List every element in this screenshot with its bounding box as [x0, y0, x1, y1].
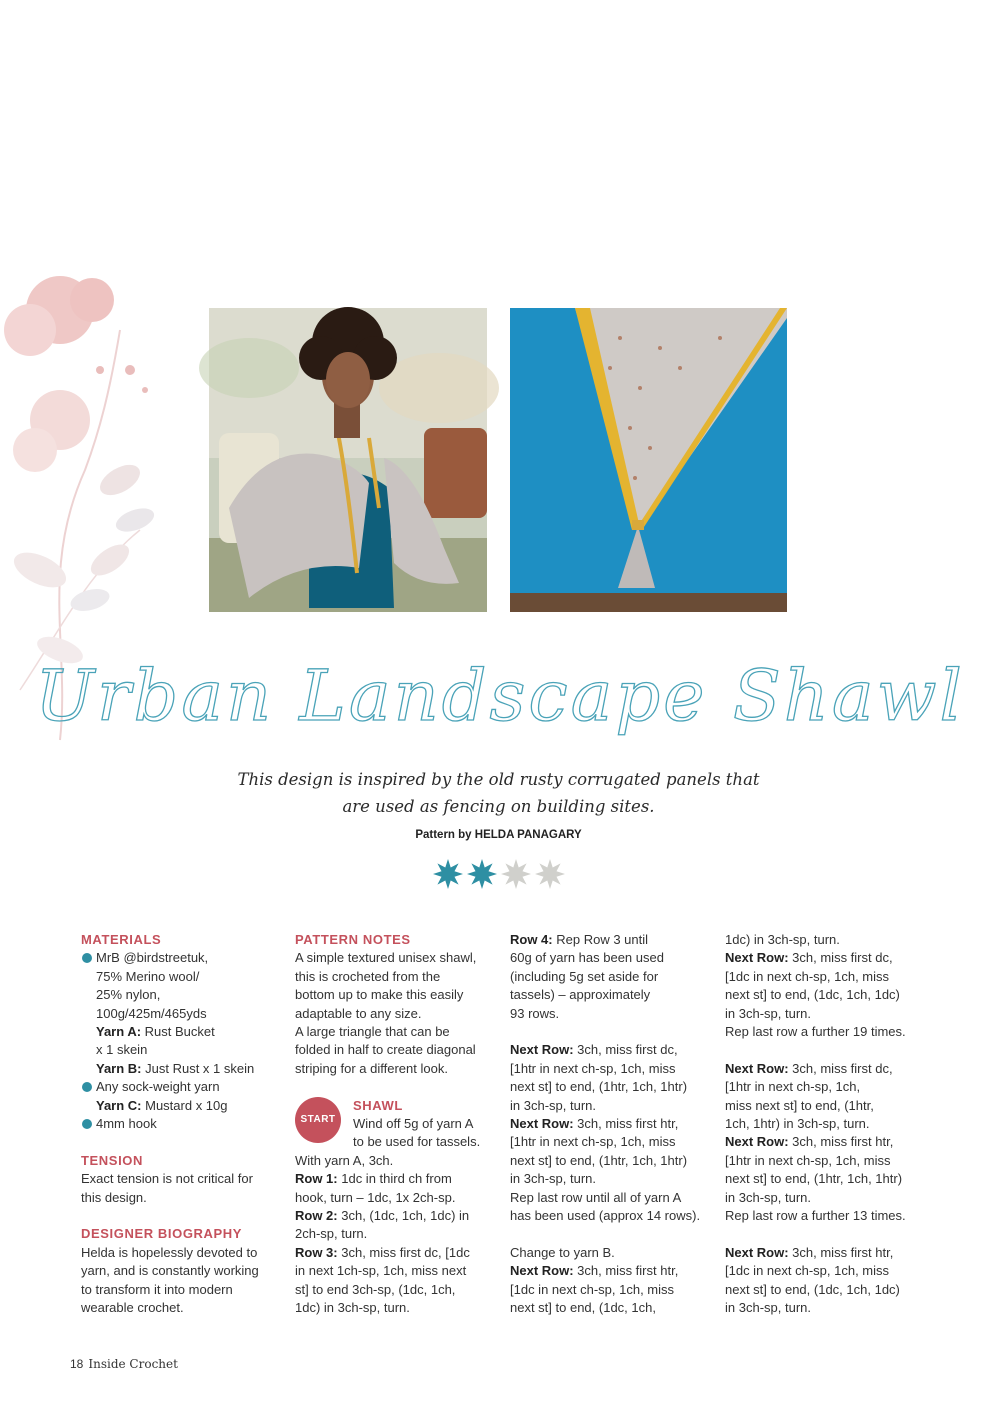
notes-line: striping for a different look. [295, 1060, 448, 1076]
row-line: tassels) – approximately [510, 987, 651, 1003]
row-line: 60g of yarn has been used [510, 950, 664, 966]
materials-item: Any sock-weight yarn [81, 1078, 281, 1096]
tension-line: Exact tension is not critical for [81, 1171, 253, 1187]
photo-model-wearing-shawl [209, 308, 487, 612]
magazine-name: Inside Crochet [88, 1357, 178, 1371]
bio-line: Helda is hopelessly devoted to [81, 1244, 258, 1260]
page-footer [70, 1357, 178, 1371]
shawl-section [295, 1097, 495, 1152]
notes-line: bottom up to make this easily [295, 987, 464, 1003]
shawl-heading: SHAWL [353, 1097, 403, 1113]
intro-line: This design is inspired by the old rusty corrugated panels that [237, 770, 760, 789]
row-line: next st] to end, (1htr, 1ch, 1htr) [725, 1171, 903, 1187]
next-row: Next Row: 3ch, miss first dc, [510, 1042, 678, 1058]
row-line: 1dc) in 3ch-sp, turn. [725, 932, 840, 947]
yarn-b: Yarn B: Just Rust x 1 skein [96, 1060, 255, 1076]
svg-text:Urban Landscape Shawl: Urban Landscape Shawl [35, 655, 965, 737]
row-line: Rep last row a further 13 times. [725, 1208, 906, 1224]
column-pattern-notes [295, 931, 495, 1318]
notes-heading: PATTERN NOTES [295, 932, 411, 947]
row-line: next st] to end, (1dc, 1ch, 1dc) [725, 1281, 900, 1297]
row-line: has been used (approx 14 rows). [510, 1208, 701, 1224]
row-line: next st] to end, (1htr, 1ch, 1htr) [510, 1079, 688, 1095]
next-row: Next Row: 3ch, miss first htr, [725, 1244, 894, 1260]
materials-line: 25% nylon, [96, 987, 161, 1003]
row-line: [1htr in next ch-sp, 1ch, [725, 1079, 861, 1095]
column-instructions-2 [725, 931, 925, 1318]
row-2: Row 2: 3ch, (1dc, 1ch, 1dc) in [295, 1208, 470, 1224]
shawl-line: to be used for tassels. [353, 1134, 481, 1150]
column-materials [81, 931, 281, 1318]
row-line: in 3ch-sp, turn. [510, 1171, 596, 1187]
materials-line: 100g/425m/465yds [96, 1005, 207, 1021]
page-title [35, 640, 965, 770]
next-row: Next Row: 3ch, miss first htr, [510, 1263, 679, 1279]
change-yarn: Change to yarn B. [510, 1244, 615, 1260]
row-line: [1dc in next ch-sp, 1ch, miss [510, 1281, 675, 1297]
row-line: (including 5g set aside for [510, 968, 659, 984]
bio-heading: DESIGNER BIOGRAPHY [81, 1226, 243, 1242]
row-line: [1dc in next ch-sp, 1ch, miss [725, 1263, 890, 1279]
notes-line: folded in half to create diagonal [295, 1042, 476, 1058]
tension-heading: TENSION [81, 1152, 143, 1168]
notes-line: adaptable to any size. [295, 1005, 422, 1021]
next-row: Next Row: 3ch, miss first htr, [510, 1116, 679, 1132]
row-line: 1dc) in 3ch-sp, turn. [295, 1300, 410, 1316]
row-line: in 3ch-sp, turn. [725, 1300, 811, 1316]
bio-line: wearable crochet. [81, 1300, 184, 1316]
row-line: 93 rows. [510, 1005, 560, 1021]
row-line: next st] to end, (1dc, 1ch, [510, 1300, 656, 1316]
materials-item: MrB @birdstreetuk, [81, 949, 281, 967]
row-line: [1dc in next ch-sp, 1ch, miss [725, 968, 890, 984]
shawl-line: Wind off 5g of yarn A [353, 1116, 474, 1132]
yarn-c: Yarn C: Mustard x 10g [96, 1097, 228, 1113]
intro-text [150, 766, 847, 820]
bio-line: to transform it into modern [81, 1281, 233, 1297]
difficulty-rating [432, 858, 567, 890]
row-3: Row 3: 3ch, miss first dc, [1dc [295, 1244, 470, 1260]
row-line: next st] to end, (1dc, 1ch, 1dc) [725, 987, 900, 1003]
difficulty-star-empty-icon [535, 859, 565, 889]
tension-line: this design. [81, 1189, 147, 1205]
row-4: Row 4: Rep Row 3 until [510, 932, 649, 947]
notes-line: A large triangle that can be [295, 1024, 450, 1040]
intro-line: are used as fencing on building sites. [342, 797, 655, 816]
row-line: Rep last row a further 19 times. [725, 1024, 906, 1040]
row-line: [1htr in next ch-sp, 1ch, miss [725, 1152, 891, 1168]
row-line: in next 1ch-sp, 1ch, miss next [295, 1263, 467, 1279]
materials-heading: MATERIALS [81, 932, 162, 947]
yarn-a: Yarn A: Rust Bucket [96, 1024, 215, 1040]
row-line: 1ch, 1htr) in 3ch-sp, turn. [725, 1116, 870, 1132]
materials-item: 4mm hook [81, 1115, 281, 1133]
next-row: Next Row: 3ch, miss first dc, [725, 950, 893, 966]
notes-line: A simple textured unisex shawl, [295, 950, 477, 966]
row-line: st] to end 3ch-sp, (1dc, 1ch, [295, 1281, 456, 1297]
page-number: 18 [70, 1357, 84, 1371]
notes-line: this is crocheted from the [295, 968, 441, 984]
photo-shawl-detail [510, 308, 787, 612]
row-line: [1htr in next ch-sp, 1ch, miss [510, 1060, 676, 1076]
difficulty-star-empty-icon [501, 859, 531, 889]
row-1: Row 1: 1dc in third ch from [295, 1171, 452, 1187]
shawl-with: With yarn A, 3ch. [295, 1152, 394, 1168]
row-line: in 3ch-sp, turn. [725, 1189, 811, 1205]
row-line: [1htr in next ch-sp, 1ch, miss [510, 1134, 676, 1150]
start-badge: START [295, 1097, 341, 1143]
row-line: next st] to end, (1htr, 1ch, 1htr) [510, 1152, 688, 1168]
row-line: hook, turn – 1dc, 1x 2ch-sp. [295, 1189, 456, 1205]
yarn-a-qty: x 1 skein [96, 1042, 148, 1058]
row-line: miss next st] to end, (1htr, [725, 1097, 874, 1113]
byline: Pattern by HELDA PANAGARY [415, 829, 582, 841]
row-line: in 3ch-sp, turn. [725, 1005, 811, 1021]
materials-line: 75% Merino wool/ [96, 968, 200, 984]
row-line: Rep last row until all of yarn A [510, 1189, 682, 1205]
next-row: Next Row: 3ch, miss first dc, [725, 1060, 893, 1076]
column-instructions-1 [510, 931, 710, 1318]
difficulty-star-filled-icon [433, 859, 463, 889]
difficulty-star-filled-icon [467, 859, 497, 889]
bio-line: yarn, and is constantly working [81, 1263, 259, 1279]
row-line: 2ch-sp, turn. [295, 1226, 368, 1242]
row-line: in 3ch-sp, turn. [510, 1097, 596, 1113]
next-row: Next Row: 3ch, miss first htr, [725, 1134, 894, 1150]
